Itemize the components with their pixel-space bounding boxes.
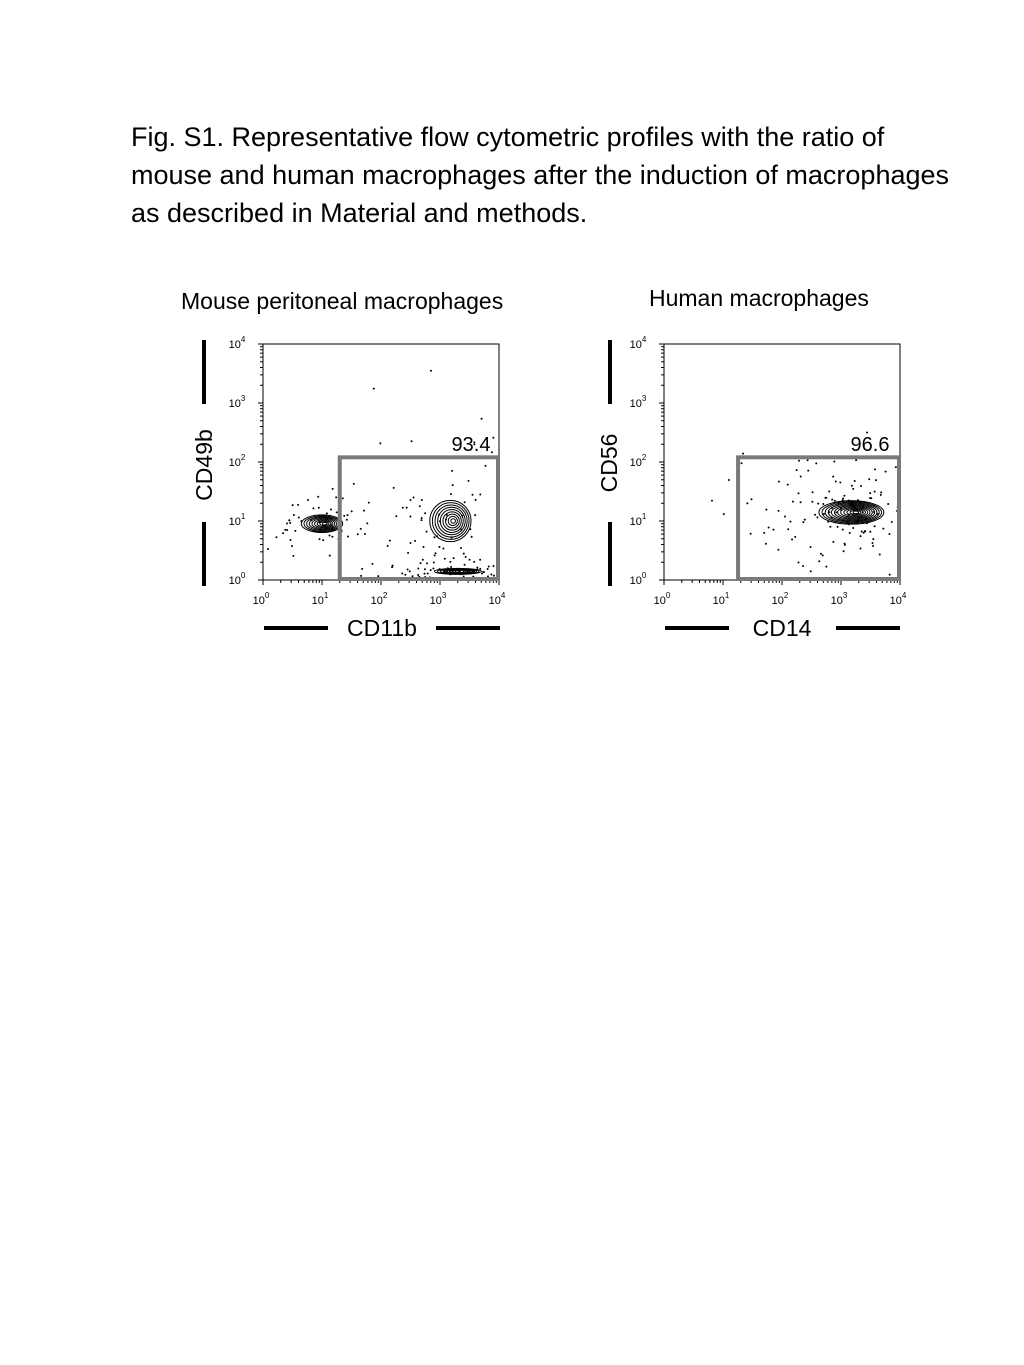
event-dot xyxy=(326,512,328,514)
event-dot xyxy=(292,504,294,506)
event-dot xyxy=(330,509,332,511)
event-dot xyxy=(426,562,428,564)
event-dot xyxy=(812,491,814,493)
x-tick-label: $10^2$ xyxy=(771,591,789,607)
event-dot xyxy=(742,453,744,455)
event-dot xyxy=(409,499,411,501)
event-dot xyxy=(746,502,748,504)
event-dot xyxy=(835,480,837,482)
event-dot xyxy=(870,497,872,499)
event-dot xyxy=(424,512,426,514)
event-dot xyxy=(284,529,286,531)
event-dot xyxy=(411,575,413,577)
event-dot xyxy=(404,574,406,576)
event-dot xyxy=(432,567,434,569)
event-dot xyxy=(479,559,481,561)
event-dot xyxy=(452,484,454,486)
event-dot xyxy=(741,462,743,464)
event-dot xyxy=(839,481,841,483)
event-dot xyxy=(491,451,493,453)
event-dot xyxy=(817,503,819,505)
event-dot xyxy=(492,437,494,439)
event-dot xyxy=(366,522,368,524)
event-dot xyxy=(763,532,765,534)
event-dot xyxy=(828,491,830,493)
event-dot xyxy=(413,496,415,498)
y-tick-label: $10^4$ xyxy=(228,335,246,351)
event-dot xyxy=(409,542,411,544)
event-dot xyxy=(751,498,753,500)
event-dot xyxy=(353,483,355,485)
event-dot xyxy=(879,553,881,555)
event-dot xyxy=(420,562,422,564)
event-dot xyxy=(750,533,752,535)
event-dot xyxy=(772,529,774,531)
event-dot xyxy=(421,517,423,519)
event-dot xyxy=(286,529,288,531)
event-dot xyxy=(407,552,409,554)
gate-mouse xyxy=(340,457,498,579)
event-dot xyxy=(424,568,426,570)
figure-caption: Fig. S1. Representative flow cytometric profiles with the ratio of mouse and human macrophages after the induction of macrophages as described in Material and methods. xyxy=(131,122,950,228)
event-dot xyxy=(363,510,365,512)
event-dot xyxy=(882,528,884,530)
x-tick-label: $10^3$ xyxy=(830,591,848,607)
event-dot xyxy=(351,510,353,512)
event-dot xyxy=(871,542,873,544)
event-dot xyxy=(475,499,477,501)
event-dot xyxy=(880,491,882,493)
event-dot xyxy=(442,548,444,550)
ylabel-mouse: CD49b xyxy=(191,429,217,501)
event-dot xyxy=(487,568,489,570)
y-tick-label: $10^2$ xyxy=(629,453,647,469)
event-dot xyxy=(810,570,812,572)
event-dot xyxy=(332,488,334,490)
event-dot xyxy=(831,499,833,501)
event-dot xyxy=(465,556,467,558)
xlabel-mouse: CD11b xyxy=(347,615,417,641)
event-dot xyxy=(329,555,331,557)
event-dot xyxy=(842,497,844,499)
event-dot xyxy=(891,521,893,523)
event-dot xyxy=(424,573,426,575)
event-dot xyxy=(807,459,809,461)
event-dot xyxy=(406,507,408,509)
contour-line xyxy=(448,516,457,525)
event-dot xyxy=(476,567,478,569)
event-dot xyxy=(411,440,413,442)
event-dot xyxy=(414,540,416,542)
event-dot xyxy=(852,527,854,529)
plot-human xyxy=(596,335,907,641)
event-dot xyxy=(297,504,299,506)
event-dot xyxy=(361,568,363,570)
axis-ticks-mouse xyxy=(229,335,506,607)
event-dot xyxy=(449,561,451,563)
event-dot xyxy=(792,501,794,503)
event-dot xyxy=(357,533,359,535)
event-dot xyxy=(444,558,446,560)
event-dot xyxy=(292,555,294,557)
event-dot xyxy=(291,545,293,547)
event-dot xyxy=(832,541,834,543)
event-dot xyxy=(469,559,471,561)
event-dot xyxy=(331,536,333,538)
event-dot xyxy=(888,533,890,535)
event-dot xyxy=(368,502,370,504)
event-dot xyxy=(422,559,424,561)
event-dot xyxy=(481,418,483,420)
event-dot xyxy=(825,566,827,568)
event-dot xyxy=(433,536,435,538)
event-dot xyxy=(861,531,863,533)
event-dot xyxy=(426,531,428,533)
y-tick-label: $10^1$ xyxy=(228,512,246,528)
event-dot xyxy=(450,493,452,495)
event-dot xyxy=(427,572,429,574)
event-dot xyxy=(791,539,793,541)
event-dot xyxy=(267,548,269,550)
event-dot xyxy=(849,532,851,534)
x-tick-label: $10^1$ xyxy=(311,591,329,607)
event-dot xyxy=(289,539,291,541)
event-dot xyxy=(797,561,799,563)
event-dot xyxy=(479,494,481,496)
event-dot xyxy=(450,566,452,568)
event-dot xyxy=(482,571,484,573)
event-dot xyxy=(409,515,411,517)
contour-line xyxy=(451,519,456,524)
event-dot xyxy=(319,538,321,540)
event-dot xyxy=(343,515,345,517)
ylabel-human: CD56 xyxy=(596,433,622,493)
event-dot xyxy=(389,540,391,542)
y-tick-label: $10^1$ xyxy=(629,512,647,528)
event-dot xyxy=(307,499,309,501)
event-dot xyxy=(460,547,462,549)
event-dot xyxy=(393,487,395,489)
event-dot xyxy=(379,442,381,444)
event-dot xyxy=(778,510,780,512)
event-dot xyxy=(843,495,845,497)
x-tick-label: $10^4$ xyxy=(889,591,907,607)
event-dot xyxy=(789,521,791,523)
event-dot xyxy=(435,552,437,554)
event-dot xyxy=(373,388,375,390)
event-dot xyxy=(794,536,796,538)
plot-mouse xyxy=(191,335,506,641)
event-dot xyxy=(286,523,288,525)
event-dot xyxy=(471,494,473,496)
event-dot xyxy=(481,572,483,574)
event-dot xyxy=(433,561,435,563)
event-dot xyxy=(488,565,490,567)
event-dot xyxy=(336,511,338,513)
event-dot xyxy=(407,569,409,571)
event-dot xyxy=(798,460,800,462)
event-dot xyxy=(860,485,862,487)
event-dot xyxy=(818,560,820,562)
xlabel-human: CD14 xyxy=(752,615,812,641)
event-dot xyxy=(342,497,344,499)
event-dot xyxy=(787,484,789,486)
event-dot xyxy=(392,565,394,567)
event-dot xyxy=(822,503,824,505)
event-dot xyxy=(784,515,786,517)
event-dot xyxy=(800,476,802,478)
event-dot xyxy=(493,575,495,577)
event-dot xyxy=(387,545,389,547)
event-dot xyxy=(419,505,421,507)
gate-percent-mouse: 93.4 xyxy=(451,434,491,456)
event-dot xyxy=(855,459,857,461)
panel-title-human: Human macrophages xyxy=(649,285,869,311)
plot-frame-mouse xyxy=(263,344,499,580)
event-dot xyxy=(409,570,411,572)
y-tick-label: $10^3$ xyxy=(228,394,246,410)
event-dot xyxy=(346,519,348,521)
event-dot xyxy=(777,549,779,551)
x-tick-label: $10^0$ xyxy=(653,591,671,607)
event-dot xyxy=(778,481,780,483)
contour-line xyxy=(853,511,858,513)
x-tick-label: $10^0$ xyxy=(252,591,270,607)
event-dot xyxy=(275,536,277,538)
event-dot xyxy=(802,565,804,567)
event-dot xyxy=(430,569,432,571)
event-dot xyxy=(360,528,362,530)
event-dot xyxy=(360,575,362,577)
event-dot xyxy=(417,574,419,576)
event-dot xyxy=(859,547,861,549)
event-dot xyxy=(289,522,291,524)
event-dot xyxy=(322,539,324,541)
event-dot xyxy=(844,543,846,545)
event-dot xyxy=(765,543,767,545)
event-dot xyxy=(864,530,866,532)
event-dot xyxy=(492,565,494,567)
event-dot xyxy=(401,572,403,574)
event-dot xyxy=(421,499,423,501)
y-tick-label: $10^4$ xyxy=(629,335,647,351)
event-dot xyxy=(434,554,436,556)
event-dot xyxy=(711,500,713,502)
event-dot xyxy=(377,575,379,577)
event-dot xyxy=(423,546,425,548)
event-dot xyxy=(868,478,870,480)
event-dot xyxy=(728,479,730,481)
event-dot xyxy=(874,525,876,527)
event-dot xyxy=(298,516,300,518)
event-dot xyxy=(832,476,834,478)
event-dot xyxy=(796,469,798,471)
event-dot xyxy=(335,496,337,498)
event-dot xyxy=(869,492,871,494)
y-tick-label: $10^0$ xyxy=(629,571,647,587)
event-dot xyxy=(854,480,856,482)
event-dot xyxy=(420,519,422,521)
event-dot xyxy=(889,574,891,576)
dots-mouse xyxy=(267,370,495,580)
event-dot xyxy=(473,561,475,563)
event-dot xyxy=(852,488,854,490)
event-dot xyxy=(837,526,839,528)
plot-frame-human xyxy=(664,344,900,580)
event-dot xyxy=(471,536,473,538)
event-dot xyxy=(887,503,889,505)
event-dot xyxy=(430,370,432,372)
event-dot xyxy=(417,568,419,570)
event-dot xyxy=(811,501,813,503)
event-dot xyxy=(822,554,824,556)
event-dot xyxy=(810,546,812,548)
event-dot xyxy=(294,530,296,532)
event-dot xyxy=(885,471,887,473)
event-dot xyxy=(451,470,453,472)
event-dot xyxy=(438,546,440,548)
event-dot xyxy=(869,531,871,533)
event-dot xyxy=(402,507,404,509)
event-dot xyxy=(843,550,845,552)
gate-percent-human: 96.6 xyxy=(850,434,890,456)
event-dot xyxy=(453,557,455,559)
event-dot xyxy=(787,528,789,530)
x-tick-label: $10^1$ xyxy=(712,591,730,607)
event-dot xyxy=(723,513,725,515)
event-dot xyxy=(288,520,290,522)
event-dot xyxy=(872,545,874,547)
event-dot xyxy=(820,553,822,555)
event-dot xyxy=(874,468,876,470)
event-dot xyxy=(312,507,314,509)
y-tick-label: $10^2$ xyxy=(228,453,246,469)
event-dot xyxy=(395,515,397,517)
x-tick-label: $10^3$ xyxy=(429,591,447,607)
event-dot xyxy=(807,470,809,472)
event-dot xyxy=(816,516,818,518)
event-dot xyxy=(851,485,853,487)
event-dot xyxy=(815,462,817,464)
event-dot xyxy=(802,521,804,523)
event-dot xyxy=(842,529,844,531)
event-dot xyxy=(829,526,831,528)
event-dot xyxy=(768,527,770,529)
event-dot xyxy=(804,519,806,521)
event-dot xyxy=(824,497,826,499)
x-tick-label: $10^4$ xyxy=(488,591,506,607)
y-tick-label: $10^3$ xyxy=(629,394,647,410)
event-dot xyxy=(474,514,476,516)
event-dot xyxy=(833,461,835,463)
axis-ticks-human xyxy=(630,335,907,607)
event-dot xyxy=(464,564,466,566)
y-tick-label: $10^0$ xyxy=(228,571,246,587)
event-dot xyxy=(293,514,295,516)
event-dot xyxy=(372,563,374,565)
event-dot xyxy=(872,538,874,540)
event-dot xyxy=(800,501,802,503)
event-dot xyxy=(860,535,862,537)
panel-title-mouse: Mouse peritoneal macrophages xyxy=(181,288,504,314)
event-dot xyxy=(798,492,800,494)
event-dot xyxy=(467,480,469,482)
event-dot xyxy=(874,491,876,493)
event-dot xyxy=(329,534,331,536)
x-tick-label: $10^2$ xyxy=(370,591,388,607)
event-dot xyxy=(347,535,349,537)
event-dot xyxy=(282,532,284,534)
event-dot xyxy=(464,501,466,503)
event-dot xyxy=(814,514,816,516)
event-dot xyxy=(317,496,319,498)
event-dot xyxy=(347,514,349,516)
event-dot xyxy=(765,509,767,511)
event-dot xyxy=(880,494,882,496)
event-dot xyxy=(875,479,877,481)
event-dot xyxy=(318,507,320,509)
contours-mouse xyxy=(301,500,481,574)
event-dot xyxy=(463,553,465,555)
event-dot xyxy=(364,533,366,535)
event-dot xyxy=(485,465,487,467)
event-dot xyxy=(490,573,492,575)
event-dot xyxy=(895,466,897,468)
